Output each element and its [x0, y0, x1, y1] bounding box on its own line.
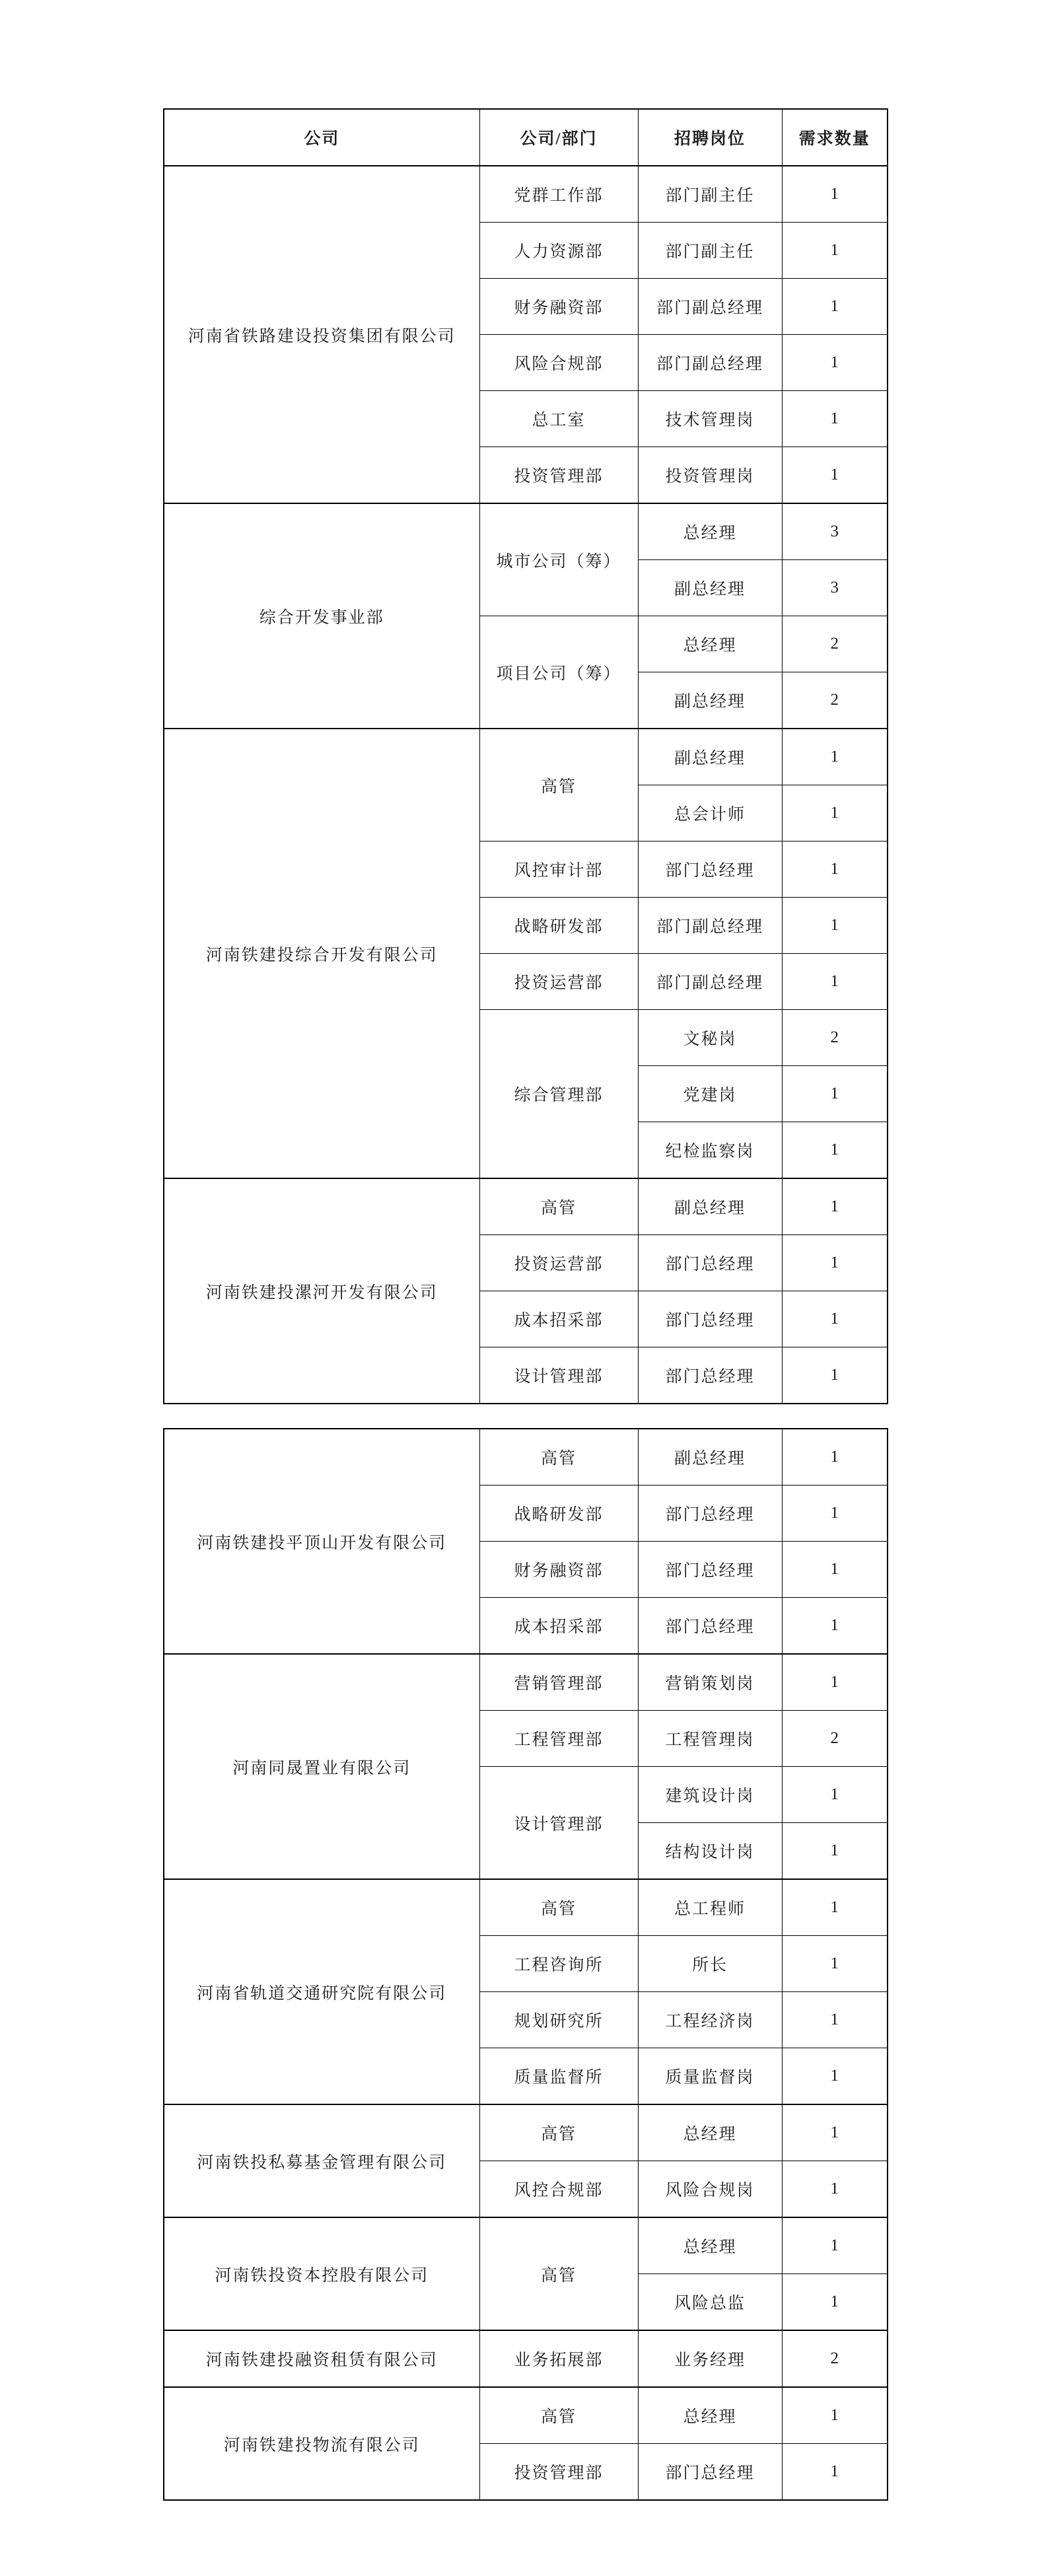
page — [0, 108, 1048, 2576]
count-cell: 1 — [782, 447, 888, 504]
position-cell: 投资管理岗 — [638, 447, 782, 504]
table-row — [164, 2387, 888, 2444]
count-cell: 1 — [782, 1654, 888, 1711]
company-cell: 河南铁投私募基金管理有限公司 — [164, 2104, 479, 2217]
table-row — [164, 1879, 888, 1936]
position-cell: 副总经理 — [638, 560, 782, 616]
department-cell: 人力资源部 — [479, 223, 638, 279]
header-company: 公司 — [164, 109, 479, 166]
department-cell: 综合管理部 — [479, 1010, 638, 1179]
count-cell: 1 — [782, 898, 888, 954]
department-cell: 战略研发部 — [479, 1485, 638, 1542]
count-cell: 1 — [782, 785, 888, 841]
position-cell: 副总经理 — [638, 729, 782, 785]
header-count: 需求数量 — [782, 109, 888, 166]
company-cell: 河南省铁路建设投资集团有限公司 — [164, 166, 479, 503]
department-cell: 高管 — [479, 2104, 638, 2161]
table-row — [164, 503, 888, 560]
count-cell: 1 — [782, 841, 888, 898]
department-cell: 成本招采部 — [479, 1598, 638, 1655]
position-cell: 副总经理 — [638, 1429, 782, 1485]
position-cell: 工程管理岗 — [638, 1711, 782, 1767]
count-cell: 1 — [782, 391, 888, 447]
count-cell: 1 — [782, 335, 888, 391]
count-cell: 2 — [782, 616, 888, 672]
count-cell: 1 — [782, 1347, 888, 1404]
position-cell: 总工程师 — [638, 1879, 782, 1936]
position-cell: 部门总经理 — [638, 1598, 782, 1655]
count-cell: 1 — [782, 1178, 888, 1235]
position-cell: 部门总经理 — [638, 2444, 782, 2501]
department-cell: 投资管理部 — [479, 447, 638, 504]
department-cell: 城市公司（筹） — [479, 503, 638, 616]
count-cell: 1 — [782, 1542, 888, 1598]
count-cell: 1 — [782, 2387, 888, 2444]
count-cell: 2 — [782, 1010, 888, 1066]
table-row — [164, 2330, 888, 2387]
recruitment-table-1 — [163, 108, 888, 1404]
count-cell: 1 — [782, 1767, 888, 1823]
company-cell: 河南铁建投平顶山开发有限公司 — [164, 1429, 479, 1654]
position-cell: 风险总监 — [638, 2274, 782, 2331]
position-cell: 所长 — [638, 1936, 782, 1992]
department-cell: 成本招采部 — [479, 1291, 638, 1347]
count-cell: 1 — [782, 223, 888, 279]
position-cell: 业务经理 — [638, 2330, 782, 2387]
company-cell: 综合开发事业部 — [164, 503, 479, 729]
department-cell: 高管 — [479, 1178, 638, 1235]
position-cell: 风险合规岗 — [638, 2161, 782, 2218]
position-cell: 工程经济岗 — [638, 1992, 782, 2048]
count-cell: 1 — [782, 166, 888, 223]
position-cell: 部门总经理 — [638, 841, 782, 898]
company-cell: 河南铁建投融资租赁有限公司 — [164, 2330, 479, 2387]
table-row — [164, 1178, 888, 1235]
count-cell: 1 — [782, 279, 888, 335]
company-cell: 河南铁建投物流有限公司 — [164, 2387, 479, 2500]
count-cell: 1 — [782, 1823, 888, 1880]
table-row — [164, 729, 888, 785]
count-cell: 1 — [782, 2274, 888, 2331]
table-row — [164, 166, 888, 223]
company-cell: 河南铁建投综合开发有限公司 — [164, 729, 479, 1178]
position-cell: 部门副总经理 — [638, 335, 782, 391]
position-cell: 部门副主任 — [638, 166, 782, 223]
position-cell: 纪检监察岗 — [638, 1122, 782, 1179]
count-cell: 1 — [782, 1429, 888, 1485]
count-cell: 2 — [782, 1711, 888, 1767]
count-cell: 1 — [782, 1122, 888, 1179]
header-position: 招聘岗位 — [638, 109, 782, 166]
department-cell: 战略研发部 — [479, 898, 638, 954]
position-cell: 总经理 — [638, 2217, 782, 2274]
department-cell: 规划研究所 — [479, 1992, 638, 2048]
position-cell: 部门副总经理 — [638, 898, 782, 954]
position-cell: 副总经理 — [638, 672, 782, 729]
position-cell: 总经理 — [638, 616, 782, 672]
count-cell: 1 — [782, 1879, 888, 1936]
table-row — [164, 1654, 888, 1711]
table-row — [164, 2104, 888, 2161]
department-cell: 风控合规部 — [479, 2161, 638, 2218]
department-cell: 总工室 — [479, 391, 638, 447]
department-cell: 党群工作部 — [479, 166, 638, 223]
header-department: 公司/部门 — [479, 109, 638, 166]
table-row — [164, 2217, 888, 2274]
count-cell: 1 — [782, 954, 888, 1010]
tables-root — [0, 108, 1048, 2501]
count-cell: 2 — [782, 2330, 888, 2387]
recruitment-table-2 — [163, 1428, 888, 2501]
count-cell: 3 — [782, 503, 888, 560]
count-cell: 1 — [782, 1992, 888, 2048]
table-row — [164, 1429, 888, 1485]
position-cell: 营销策划岗 — [638, 1654, 782, 1711]
department-cell: 设计管理部 — [479, 1767, 638, 1880]
count-cell: 1 — [782, 2217, 888, 2274]
company-cell: 河南省轨道交通研究院有限公司 — [164, 1879, 479, 2104]
count-cell: 1 — [782, 2104, 888, 2161]
position-cell: 部门总经理 — [638, 1347, 782, 1404]
department-cell: 设计管理部 — [479, 1347, 638, 1404]
count-cell: 2 — [782, 672, 888, 729]
count-cell: 1 — [782, 1598, 888, 1655]
position-cell: 部门总经理 — [638, 1485, 782, 1542]
company-cell: 河南铁投资本控股有限公司 — [164, 2217, 479, 2330]
department-cell: 项目公司（筹） — [479, 616, 638, 729]
department-cell: 投资管理部 — [479, 2444, 638, 2501]
company-cell: 河南铁建投漯河开发有限公司 — [164, 1178, 479, 1404]
count-cell: 1 — [782, 2048, 888, 2105]
count-cell: 1 — [782, 2161, 888, 2218]
position-cell: 副总经理 — [638, 1178, 782, 1235]
department-cell: 工程咨询所 — [479, 1936, 638, 1992]
company-cell: 河南同晟置业有限公司 — [164, 1654, 479, 1879]
position-cell: 建筑设计岗 — [638, 1767, 782, 1823]
position-cell: 党建岗 — [638, 1066, 782, 1122]
department-cell: 高管 — [479, 1879, 638, 1936]
position-cell: 文秘岗 — [638, 1010, 782, 1066]
department-cell: 投资运营部 — [479, 954, 638, 1010]
position-cell: 总经理 — [638, 503, 782, 560]
department-cell: 投资运营部 — [479, 1235, 638, 1291]
position-cell: 总会计师 — [638, 785, 782, 841]
position-cell: 部门副总经理 — [638, 954, 782, 1010]
position-cell: 总经理 — [638, 2387, 782, 2444]
position-cell: 质量监督岗 — [638, 2048, 782, 2105]
count-cell: 1 — [782, 2444, 888, 2501]
header-row — [164, 109, 888, 166]
count-cell: 1 — [782, 1936, 888, 1992]
position-cell: 部门副主任 — [638, 223, 782, 279]
position-cell: 结构设计岗 — [638, 1823, 782, 1880]
department-cell: 营销管理部 — [479, 1654, 638, 1711]
count-cell: 1 — [782, 1291, 888, 1347]
count-cell: 1 — [782, 1235, 888, 1291]
department-cell: 风控审计部 — [479, 841, 638, 898]
department-cell: 高管 — [479, 2217, 638, 2330]
department-cell: 质量监督所 — [479, 2048, 638, 2105]
department-cell: 财务融资部 — [479, 1542, 638, 1598]
department-cell: 工程管理部 — [479, 1711, 638, 1767]
position-cell: 部门总经理 — [638, 1291, 782, 1347]
position-cell: 部门副总经理 — [638, 279, 782, 335]
department-cell: 高管 — [479, 1429, 638, 1485]
position-cell: 部门总经理 — [638, 1235, 782, 1291]
count-cell: 3 — [782, 560, 888, 616]
count-cell: 1 — [782, 1066, 888, 1122]
position-cell: 部门总经理 — [638, 1542, 782, 1598]
count-cell: 1 — [782, 729, 888, 785]
department-cell: 财务融资部 — [479, 279, 638, 335]
department-cell: 风险合规部 — [479, 335, 638, 391]
position-cell: 总经理 — [638, 2104, 782, 2161]
department-cell: 业务拓展部 — [479, 2330, 638, 2387]
position-cell: 技术管理岗 — [638, 391, 782, 447]
count-cell: 1 — [782, 1485, 888, 1542]
department-cell: 高管 — [479, 2387, 638, 2444]
department-cell: 高管 — [479, 729, 638, 841]
